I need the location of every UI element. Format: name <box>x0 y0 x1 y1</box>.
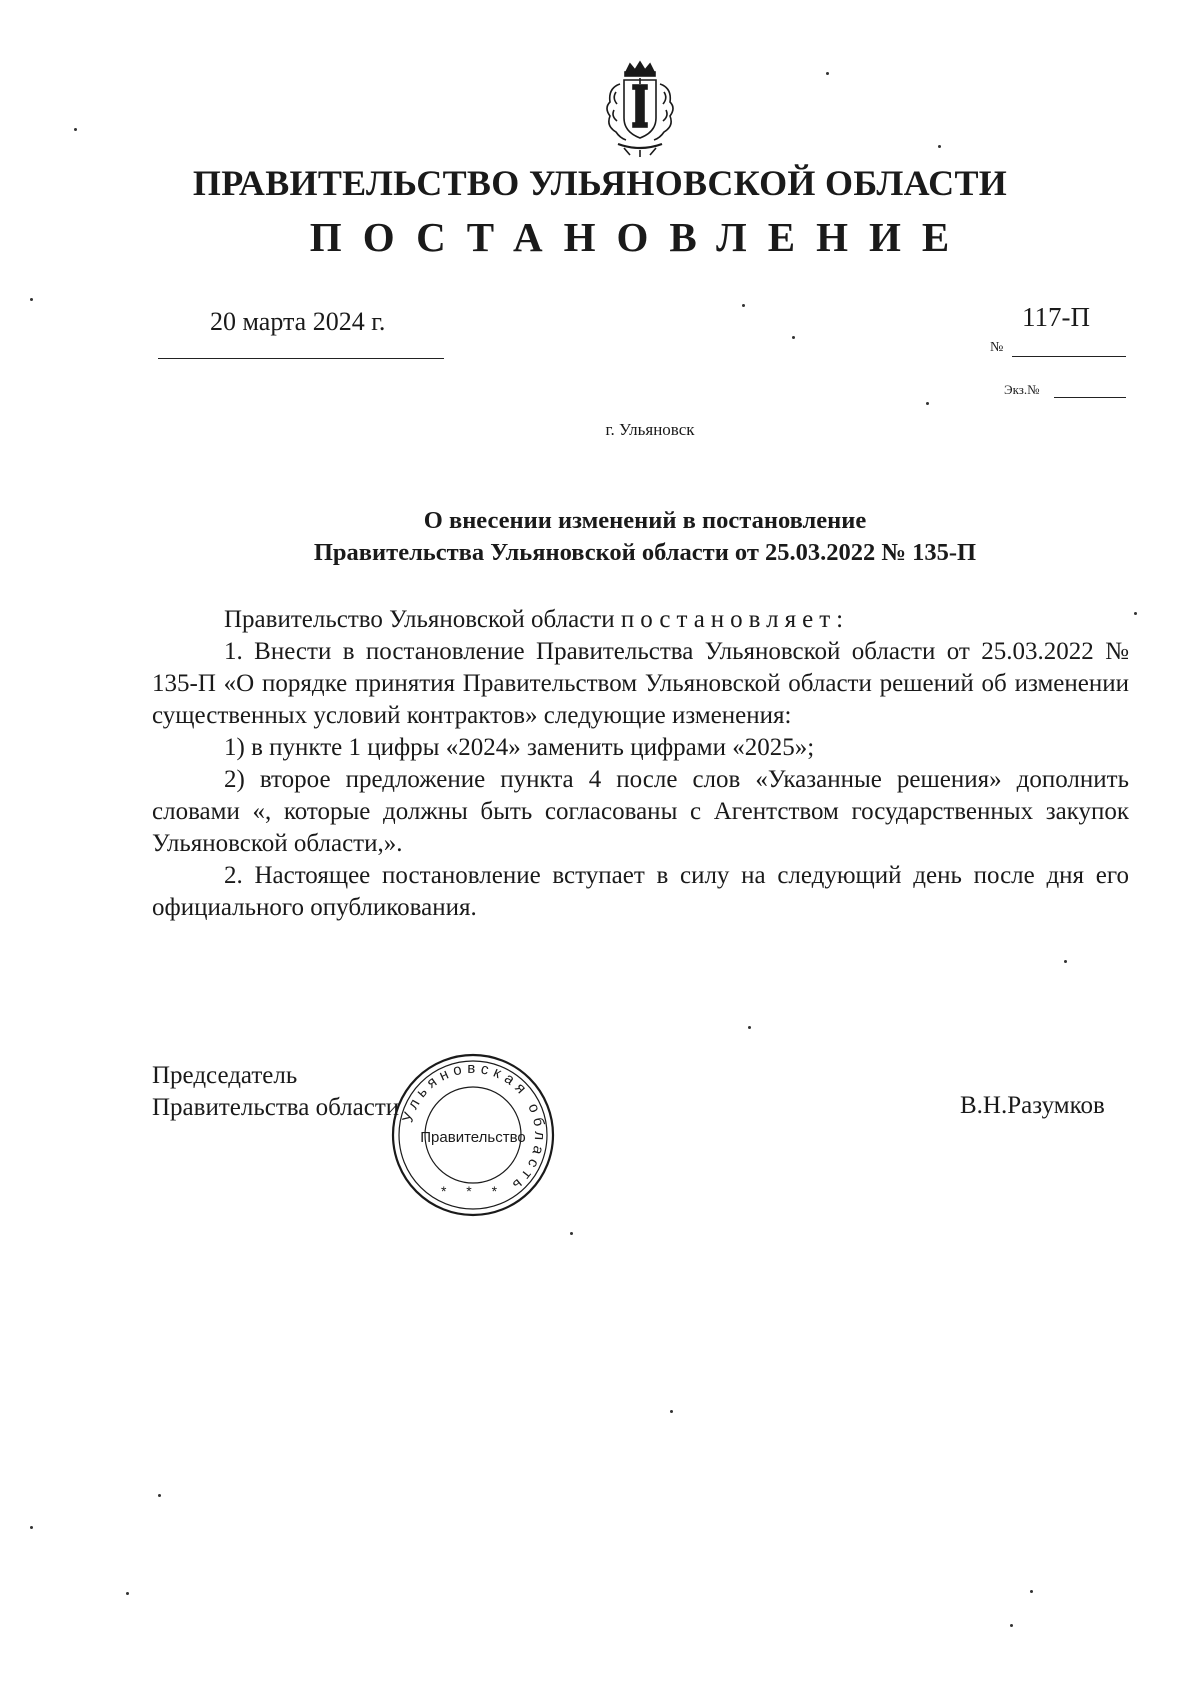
signatory-position-line-1: Председатель <box>152 1062 298 1089</box>
signatory-position <box>152 1060 399 1124</box>
scan-speck <box>74 128 77 131</box>
document-date: 20 марта 2024 г. <box>210 307 386 336</box>
signatory-name: В.Н.Разумков <box>960 1092 1105 1119</box>
scan-speck <box>30 1526 33 1529</box>
official-stamp <box>388 1050 558 1220</box>
preamble <box>152 604 1129 636</box>
preamble-lead: Правительство Ульяновской области <box>224 606 615 633</box>
scan-speck <box>1064 960 1067 963</box>
signatory-position-line-2: Правительства области <box>152 1094 400 1121</box>
copy-number-label: Экз.№ <box>1004 382 1040 397</box>
document-number: 117-П <box>1022 302 1090 332</box>
scan-speck <box>742 304 745 307</box>
stamp-stars: * * * <box>440 1183 506 1199</box>
scan-speck <box>792 336 795 339</box>
paragraph-1-item-1: 1) в пункте 1 цифры «2024» заменить цифрами «2025»; <box>224 734 815 761</box>
subject-line-1: О внесении изменений в постановление <box>423 507 867 534</box>
scan-speck <box>570 1232 573 1235</box>
document-subject <box>160 505 1130 569</box>
scan-speck <box>670 1410 673 1413</box>
stamp-center-text: Правительство <box>420 1129 526 1146</box>
government-title: ПРАВИТЕЛЬСТВО УЛЬЯНОВСКОЙ ОБЛАСТИ <box>192 163 1008 203</box>
document-type-title: ПОСТАНОВЛЕНИЕ <box>309 214 971 260</box>
scan-speck <box>938 145 941 148</box>
subject-line-2: Правительства Ульяновской области от 25.03.2022 № 135-П <box>313 539 977 566</box>
scan-speck <box>926 402 929 405</box>
coat-of-arms-icon <box>590 58 690 158</box>
scan-speck <box>30 298 33 301</box>
copy-number-underline <box>1054 397 1126 398</box>
date-underline <box>158 358 444 359</box>
scan-speck <box>748 1026 751 1029</box>
scan-speck <box>1010 1624 1013 1627</box>
scan-speck <box>826 72 829 75</box>
scan-speck <box>126 1592 129 1595</box>
paragraph-2: 2. Настоящее постановление вступает в силу на следующий день после дня его официального опубликования. <box>152 862 1129 921</box>
scan-speck <box>1134 612 1137 615</box>
scan-speck <box>1030 1590 1033 1593</box>
paragraph-1: 1. Внести в постановление Правительства Ульяновской области от 25.03.2022 № 135-П «О порядке принятия Правительством Ульяновской области решений об изменении существенных условий контрактов» следующие изменения: <box>152 638 1129 729</box>
preamble-verb: постановляет: <box>620 606 850 633</box>
number-label: № <box>990 340 1004 355</box>
document-city: г. Ульяновск <box>605 420 695 439</box>
scan-speck <box>158 1494 161 1497</box>
number-underline <box>1012 356 1126 357</box>
paragraph-1-item-2: 2) второе предложение пункта 4 после слов «Указанные решения» дополнить словами «, которые должны быть согласованы с Агентством государственных закупок Ульяновской области,». <box>152 766 1129 857</box>
stamp-ring-text: Ульяновская область <box>399 1059 549 1197</box>
document-body <box>152 604 1129 924</box>
